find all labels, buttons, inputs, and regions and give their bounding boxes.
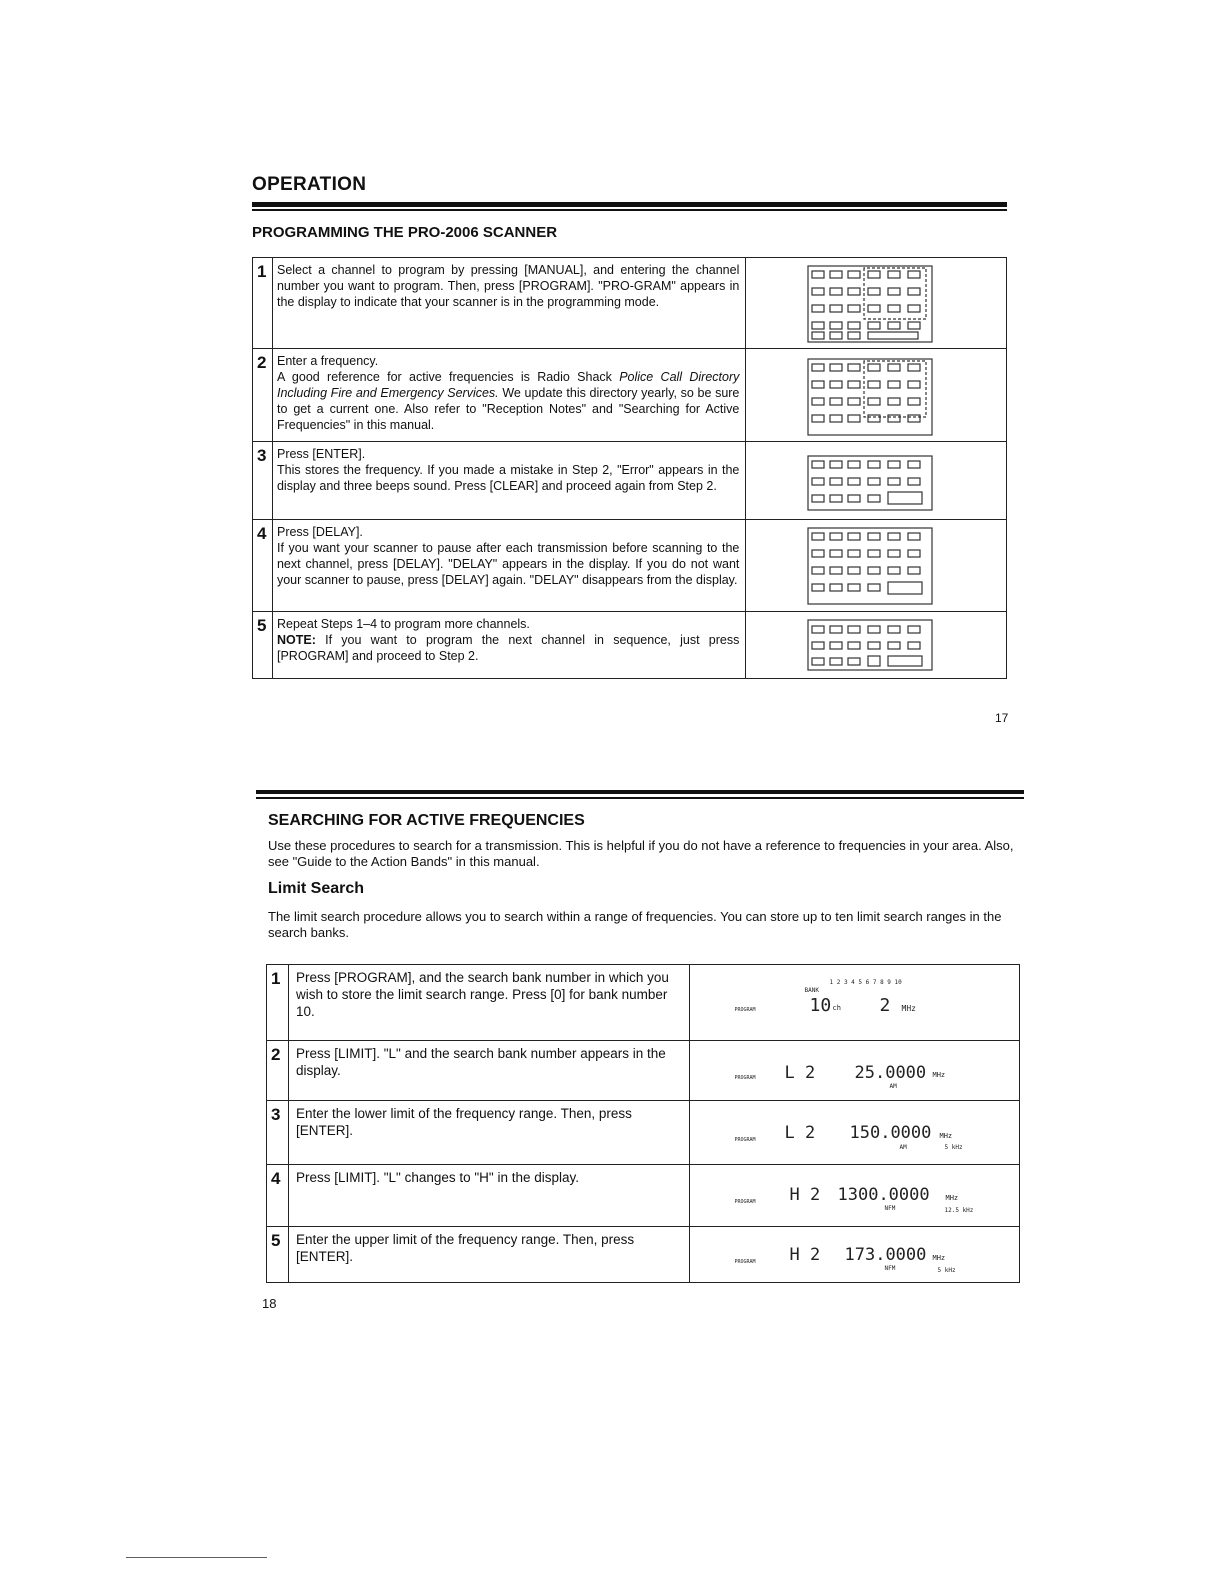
table-row — [267, 1041, 1020, 1101]
table-row — [267, 1165, 1020, 1227]
step-text: Enter the lower limit of the frequency range. Then, press [ENTER]. — [288, 1101, 689, 1165]
lcd-limit-code: L 2 — [784, 1123, 816, 1143]
page-number: 17 — [995, 711, 1009, 725]
programming-heading: PROGRAMMING THE PRO-2006 SCANNER — [252, 224, 558, 241]
lcd-unit: MHz — [901, 1004, 916, 1013]
table-row — [267, 1227, 1020, 1283]
lcd-modulation: AM — [899, 1144, 907, 1151]
lcd-unit: MHz — [945, 1194, 959, 1202]
lcd-channel: 10 — [809, 995, 832, 1016]
table-row — [253, 258, 1007, 349]
step-text-part: We update this directory yearly, so be sure to get a current one. Also refer to "Reception Notes" and "Searching for Active Frequencies" in this manual. — [276, 386, 740, 432]
section-title: OPERATION — [252, 174, 367, 195]
lcd-frequency: 2 — [879, 995, 891, 1016]
lcd-frequency: 173.0000 — [844, 1245, 927, 1265]
limit-search-heading: Limit Search — [268, 880, 365, 897]
lcd-frequency: 1300.0000 — [837, 1185, 930, 1205]
lcd-step: 12.5 kHz — [944, 1207, 974, 1214]
searching-intro: Use these procedures to search for a transmission. This is helpful if you do not have a reference to frequencies in your area. Also, see "Guide to the Action Bands" in this manual. — [268, 838, 1014, 869]
section-rule — [256, 790, 1024, 794]
step-number: 3 — [253, 442, 273, 520]
step-text-part: This stores the frequency. If you made a mistake in Step 2, "Error" appears in the display and three beeps sound. Press [CLEAR] and proceed again from Step 2. — [276, 463, 740, 493]
lcd-limit-code: H 2 — [789, 1245, 821, 1265]
footer-rule — [126, 1557, 267, 1558]
step-text — [272, 520, 745, 612]
keypad-icon — [806, 264, 936, 344]
section-rule — [252, 202, 1007, 207]
keypad-icon — [806, 454, 936, 514]
lcd-unit: MHz — [932, 1071, 946, 1079]
keypad-illustration — [746, 349, 1007, 442]
table-row — [253, 442, 1007, 520]
step-text-line: Enter a frequency. — [276, 354, 379, 368]
lcd-ch-label: ch — [832, 1004, 841, 1012]
lcd-display — [689, 1227, 1020, 1283]
step-text: Press [LIMIT]. "L" and the search bank number appears in the display. — [288, 1041, 689, 1101]
table-row — [253, 349, 1007, 442]
step-number: 5 — [253, 612, 273, 679]
step-text-line: Press [ENTER]. — [276, 447, 366, 461]
lcd-step: 5 kHz — [944, 1144, 963, 1151]
step-text-line: Repeat Steps 1–4 to program more channels. — [276, 617, 530, 631]
step-text — [272, 442, 745, 520]
lcd-display — [689, 965, 1020, 1041]
lcd-mode-tag: PROGRAM — [734, 1075, 756, 1081]
keypad-illustration — [746, 442, 1007, 520]
step-number: 3 — [267, 1101, 289, 1165]
lcd-frequency: 150.0000 — [849, 1123, 932, 1143]
lcd-mode-tag: PROGRAM — [734, 1137, 756, 1143]
lcd-unit: MHz — [939, 1132, 953, 1140]
step-text-part: If you want your scanner to pause after each transmission before scanning to the next channel, press [DELAY]. "DELAY" appears in the display. If you do not want your scanner to pause, press [DELAY] again. "DELAY" disappears from the display. — [276, 541, 740, 587]
step-number: 5 — [267, 1227, 289, 1283]
table-row — [267, 965, 1020, 1041]
step-number: 1 — [267, 965, 289, 1041]
directory-title: Police Call Directory Including Fire and Emergency Services. — [276, 370, 740, 400]
table-row — [267, 1101, 1020, 1165]
keypad-icon — [806, 618, 936, 674]
lcd-bank-label: BANK — [804, 987, 819, 994]
lcd-modulation: NFM — [884, 1205, 896, 1212]
keypad-illustration — [746, 258, 1007, 349]
lcd-mode-tag: PROGRAM — [734, 1007, 756, 1013]
step-text: Press [LIMIT]. "L" changes to "H" in the display. — [288, 1165, 689, 1227]
note-label: NOTE: — [276, 633, 316, 647]
step-number: 4 — [267, 1165, 289, 1227]
step-text-part: A good reference for active frequencies is Radio Shack — [276, 370, 620, 384]
lcd-limit-code: H 2 — [789, 1185, 821, 1205]
keypad-icon — [806, 526, 936, 606]
lcd-modulation: AM — [889, 1083, 897, 1090]
step-number: 2 — [253, 349, 273, 442]
keypad-icon — [806, 357, 936, 437]
step-text — [272, 612, 745, 679]
step-number: 4 — [253, 520, 273, 612]
table-row — [253, 612, 1007, 679]
lcd-unit: MHz — [932, 1254, 946, 1262]
step-number: 1 — [253, 258, 273, 349]
lcd-display — [689, 1101, 1020, 1165]
step-text: Enter the upper limit of the frequency range. Then, press [ENTER]. — [288, 1227, 689, 1283]
lcd-mode-tag: PROGRAM — [734, 1259, 756, 1265]
searching-heading: SEARCHING FOR ACTIVE FREQUENCIES — [268, 812, 585, 829]
page-number: 18 — [262, 1296, 277, 1311]
step-text — [272, 349, 745, 442]
section-rule-thin — [256, 797, 1024, 799]
lcd-mode-tag: PROGRAM — [734, 1199, 756, 1205]
section-rule-thin — [252, 209, 1007, 211]
lcd-bank-numbers: 1 2 3 4 5 6 7 8 9 10 — [829, 979, 902, 986]
lcd-step: 5 kHz — [937, 1267, 956, 1274]
note-text: If you want to program the next channel in sequence, just press [PROGRAM] and proceed to Step 2. — [276, 633, 740, 663]
table-row — [253, 520, 1007, 612]
step-text-line: Press [DELAY]. — [276, 525, 363, 539]
programming-steps-table — [252, 257, 1007, 679]
limit-search-intro: The limit search procedure allows you to search within a range of frequencies. You can store up to ten limit search ranges in the search banks. — [268, 909, 1002, 940]
lcd-display — [689, 1041, 1020, 1101]
lcd-display — [689, 1165, 1020, 1227]
keypad-illustration — [746, 612, 1007, 679]
step-text: Press [PROGRAM], and the search bank number in which you wish to store the limit search range. Press [0] for bank number 10. — [288, 965, 689, 1041]
lcd-frequency: 25.0000 — [854, 1063, 927, 1083]
limit-search-steps-table — [266, 964, 1020, 1283]
lcd-limit-code: L 2 — [784, 1063, 816, 1083]
step-number: 2 — [267, 1041, 289, 1101]
step-text: Select a channel to program by pressing [MANUAL], and entering the channel number you want to program. Then, press [PROGRAM]. "PRO-GRAM" appears in the display to indicate that your scanner is in the programming mode. — [272, 258, 745, 349]
lcd-modulation: NFM — [884, 1265, 896, 1272]
keypad-illustration — [746, 520, 1007, 612]
